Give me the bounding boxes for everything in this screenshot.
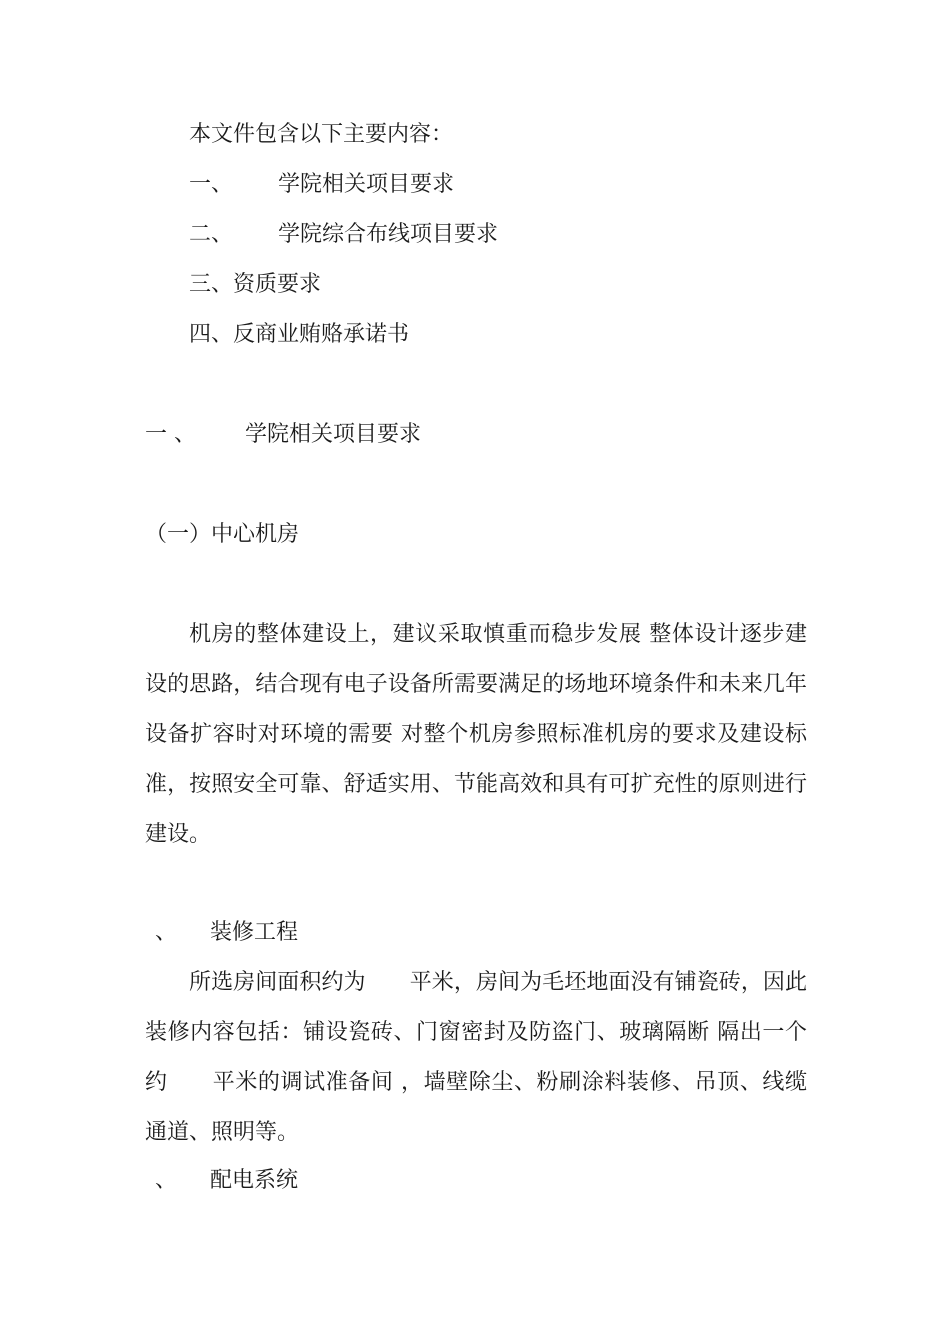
- toc-item-1-number: 一、: [189, 172, 234, 197]
- subsection-1-heading: （一）中心机房: [145, 522, 300, 547]
- toc-item-1: [189, 170, 454, 200]
- item-decoration-heading: [155, 918, 298, 948]
- section-1-title: 学院相关项目要求: [245, 422, 422, 447]
- toc-item-1-text: 学院相关项目要求: [278, 172, 455, 197]
- item-decoration-title: 装修工程: [210, 920, 299, 945]
- paragraph-decoration: 所选房间面积约为 平米，房间为毛坯地面没有铺瓷砖，因此装修内容包括：铺设瓷砖、门窗密封及防盗门、玻璃隔断 隔出一个约 平米的调试准备间 ，墙壁除尘、粉刷涂料装修、吊顶、线缆通道、照明等。: [145, 970, 807, 1145]
- toc-item-2: [189, 220, 498, 250]
- item-power-heading: [155, 1166, 298, 1196]
- item-power-number: 、: [155, 1168, 178, 1193]
- paragraph-overview: 机房的整体建设上，建议采取慎重而稳步发展 整体设计逐步建设的思路，结合现有电子设备所需要满足的场地环境条件和未来几年设备扩容时对环境的需要 对整个机房参照标准机房的要求及建设标准，按照安全可靠、舒适实用、节能高效和具有可扩充性的原则进行建设。: [145, 622, 807, 847]
- item-decoration-number: 、: [155, 920, 178, 945]
- toc-item-2-text: 学院综合布线项目要求: [278, 222, 499, 247]
- item-power-title: 配电系统: [210, 1168, 299, 1193]
- toc-intro: 本文件包含以下主要内容：: [189, 122, 454, 147]
- section-1-number: 一 、: [145, 422, 196, 447]
- toc-item-3: 三、资质要求: [189, 272, 322, 297]
- toc-item-2-number: 二、: [189, 222, 234, 247]
- section-1-heading: [145, 420, 421, 450]
- toc-item-4: 四、反商业贿赂承诺书: [189, 322, 410, 347]
